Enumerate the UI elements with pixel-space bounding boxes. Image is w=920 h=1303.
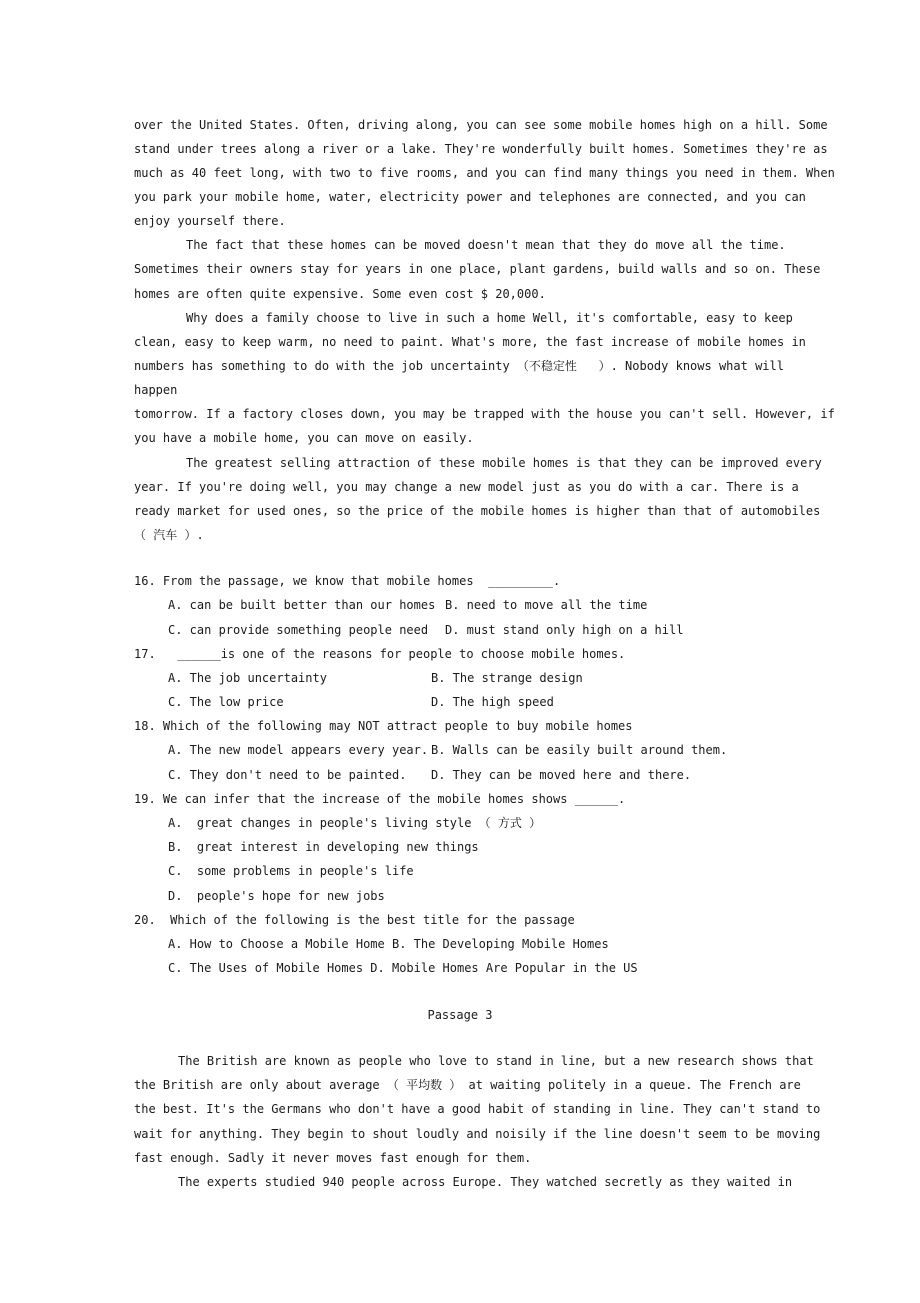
question-16-stem: 16. From the passage, we know that mobile homes _________. — [134, 574, 561, 588]
passage2-line: over the United States. Often, driving along, you can see some mobile homes high on a hill. Some — [134, 118, 828, 132]
question-18-option-b: B. Walls can be easily built around them. — [431, 743, 728, 757]
question-19-option-c: C. some problems in people's life — [168, 864, 414, 878]
passage3-line: the British are only about average （ 平均数 ） at waiting politely in a queue. The French are — [134, 1078, 801, 1092]
question-20-stem: 20. Which of the following is the best title for the passage — [134, 913, 575, 927]
question-19-stem: 19. We can infer that the increase of the mobile homes shows ______. — [134, 792, 626, 806]
passage3-line: The British are known as people who love to stand in line, but a new research shows that — [178, 1054, 814, 1068]
passage3-line: The experts studied 940 people across Europe. They watched secretly as they waited in — [178, 1175, 793, 1189]
passage2-line: clean, easy to keep warm, no need to paint. What's more, the fast increase of mobile homes in — [134, 335, 806, 349]
passage2-line: enjoy yourself there. — [134, 214, 286, 228]
question-20-options-ab: A. How to Choose a Mobile Home B. The Developing Mobile Homes — [168, 937, 609, 951]
question-17-stem: 17. ______is one of the reasons for people to choose mobile homes. — [134, 647, 626, 661]
question-17-option-b: B. The strange design — [431, 671, 583, 685]
question-19-option-d: D. people's hope for new jobs — [168, 889, 385, 903]
passage3-line: wait for anything. They begin to shout loudly and noisily if the line doesn't seem to be moving — [134, 1127, 821, 1141]
question-18-stem: 18. Which of the following may NOT attract people to buy mobile homes — [134, 719, 633, 733]
question-18-option-d: D. They can be moved here and there. — [431, 768, 692, 782]
question-16-option-c: C. can provide something people need — [168, 623, 429, 637]
question-18-option-a: A. The new model appears every year. — [168, 743, 429, 757]
question-16-option-d: D. must stand only high on a hill — [445, 623, 684, 637]
question-20-options-cd: C. The Uses of Mobile Homes D. Mobile Homes Are Popular in the US — [168, 961, 638, 975]
question-17-option-a: A. The job uncertainty — [168, 671, 327, 685]
question-17-option-c: C. The low price — [168, 695, 284, 709]
passage2-line: you park your mobile home, water, electricity power and telephones are connected, and you can — [134, 190, 806, 204]
question-16-option-a: A. can be built better than our homes — [168, 598, 436, 612]
passage3-title: Passage 3 — [427, 1008, 493, 1022]
passage2-line: you have a mobile home, you can move on easily. — [134, 431, 474, 445]
passage2-line: happen — [134, 383, 178, 397]
passage2-line: ready market for used ones, so the price of the mobile homes is higher than that of automobiles — [134, 504, 821, 518]
passage2-line: （ 汽车 ）. — [134, 528, 204, 542]
passage2-line: Sometimes their owners stay for years in one place, plant gardens, build walls and so on. These — [134, 262, 821, 276]
question-16-option-b: B. need to move all the time — [445, 598, 648, 612]
question-18-option-c: C. They don't need to be painted. — [168, 768, 407, 782]
passage2-line: The greatest selling attraction of these mobile homes is that they can be improved every — [186, 456, 822, 470]
passage2-line: tomorrow. If a factory closes down, you may be trapped with the house you can't sell. However, if — [134, 407, 835, 421]
passage2-line: The fact that these homes can be moved doesn't mean that they do move all the time. — [186, 238, 786, 252]
question-17-option-d: D. The high speed — [431, 695, 554, 709]
passage2-line: homes are often quite expensive. Some even cost $ 20,000. — [134, 287, 546, 301]
passage2-line: year. If you're doing well, you may change a new model just as you do with a car. There is a — [134, 480, 799, 494]
question-19-option-b: B. great interest in developing new things — [168, 840, 479, 854]
question-19-option-a: A. great changes in people's living style （ 方式 ） — [168, 816, 542, 830]
passage2-line: stand under trees along a river or a lake. They're wonderfully built homes. Sometimes they're as — [134, 142, 828, 156]
passage2-line: Why does a family choose to live in such a home Well, it's comfortable, easy to keep — [186, 311, 793, 325]
passage2-line: numbers has something to do with the job uncertainty （不稳定性 ）. Nobody knows what will — [134, 359, 784, 373]
passage2-line: much as 40 feet long, with two to five rooms, and you can find many things you need in them. When — [134, 166, 835, 180]
passage3-line: the best. It's the Germans who don't have a good habit of standing in line. They can't stand to — [134, 1102, 821, 1116]
passage3-line: fast enough. Sadly it never moves fast enough for them. — [134, 1151, 532, 1165]
